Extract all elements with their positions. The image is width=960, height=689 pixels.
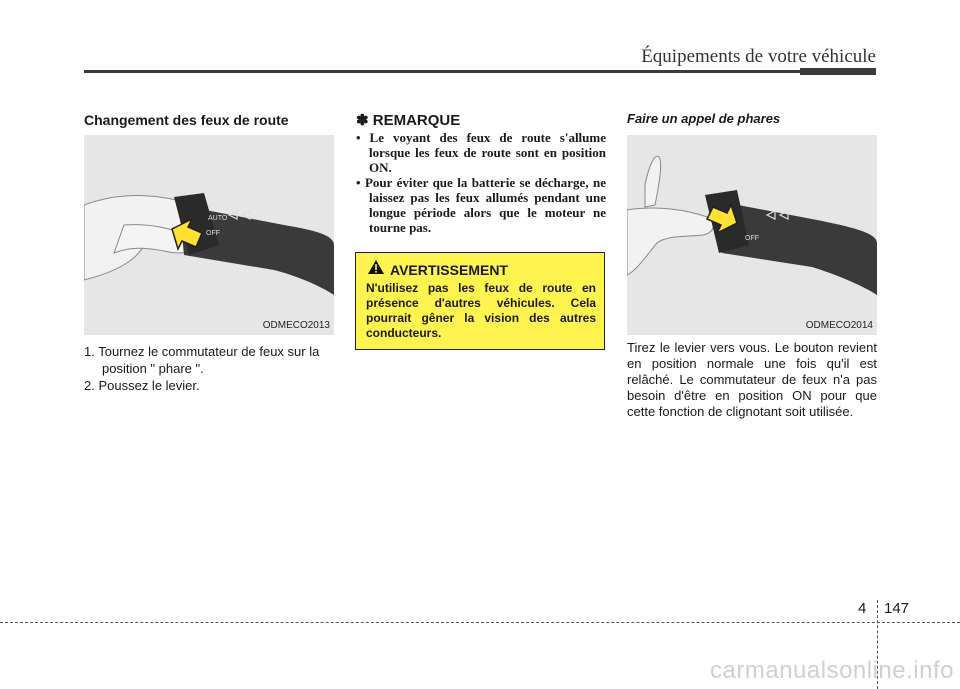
note-list xyxy=(356,130,606,235)
thumb-shape xyxy=(645,156,661,207)
header-title: Équipements de votre véhicule xyxy=(641,46,876,67)
note-item: • Le voyant des feux de route s'allume lorsque les feux de route sont en position ON. xyxy=(356,130,606,175)
warning-text: N'utilisez pas les feux de route en présence d'autres véhicules. Cela pourrait gêner la vision des autres conducteurs. xyxy=(366,281,596,340)
hand-shape xyxy=(627,208,713,275)
svg-text:OFF: OFF xyxy=(206,230,220,237)
lever-illustration-2 xyxy=(627,135,877,335)
step-item: 1. Tournez le commutateur de feux sur la position " phare ". xyxy=(84,344,320,376)
instruction-steps xyxy=(84,343,336,394)
lever-illustration-1 xyxy=(84,135,334,335)
note-item: • Pour éviter que la batterie se décharge, ne laissez pas les feux allumés pendant une longue période alors que le moteur ne tourne pas. xyxy=(356,175,606,235)
warning-box xyxy=(355,252,605,350)
warning-triangle-icon xyxy=(367,259,385,275)
figure-code: ODMECO2014 xyxy=(805,320,873,331)
figure-high-beam-lever xyxy=(84,135,334,335)
warning-title: AVERTISSEMENT xyxy=(390,262,508,278)
page-number: 147 xyxy=(884,600,910,617)
figure-flash-lever xyxy=(627,135,877,335)
note-heading: ✽ REMARQUE xyxy=(356,112,461,129)
section-heading-high-beam: Changement des feux de route xyxy=(84,112,289,128)
watermark: carmanualsonline.info xyxy=(710,657,954,684)
svg-text:AUTO: AUTO xyxy=(208,215,228,222)
svg-text:OFF: OFF xyxy=(745,235,759,242)
section-heading-flash: Faire un appel de phares xyxy=(627,111,781,126)
header-rule-end xyxy=(800,68,876,75)
chapter-number: 4 xyxy=(858,600,867,617)
footer-rule xyxy=(0,622,960,623)
flash-description: Tirez le levier vers vous. Le bouton revient en position normale une fois qu'il est relâché. Le commutateur de feux n'a pas besoin d'être en position ON pour que cette fonction de clignotant soit utilisée. xyxy=(627,340,877,419)
header-rule xyxy=(84,70,876,73)
step-item: 2. Poussez le levier. xyxy=(84,378,200,393)
figure-code: ODMECO2013 xyxy=(262,320,330,331)
